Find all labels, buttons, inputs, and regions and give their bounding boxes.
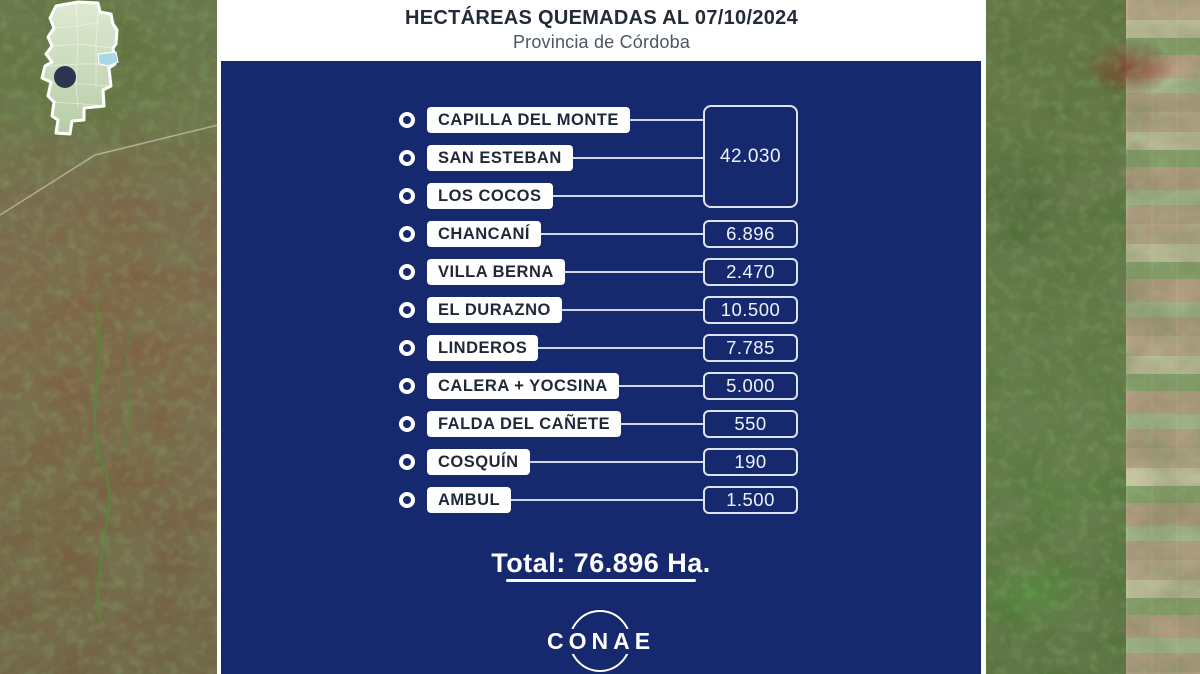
bullet-icon bbox=[399, 150, 415, 166]
connector-line bbox=[501, 461, 704, 463]
group-value-box: 42.030 bbox=[703, 105, 798, 208]
burned-area-value: 10.500 bbox=[703, 296, 798, 324]
page-title: HECTÁREAS QUEMADAS AL 07/10/2024 bbox=[404, 7, 799, 29]
location-label: FALDA DEL CAÑETE bbox=[427, 411, 621, 437]
bullet-icon bbox=[399, 302, 415, 318]
total-underline bbox=[506, 579, 696, 582]
bullet-icon bbox=[399, 492, 415, 508]
burned-area-value: 550 bbox=[703, 410, 798, 438]
bullet-icon bbox=[399, 112, 415, 128]
bullet-icon bbox=[399, 226, 415, 242]
burned-area-value: 190 bbox=[703, 448, 798, 476]
location-label: SAN ESTEBAN bbox=[427, 145, 573, 171]
bullet-icon bbox=[399, 340, 415, 356]
bullet-icon bbox=[399, 264, 415, 280]
location-label: CHANCANÍ bbox=[427, 221, 541, 247]
bullet-icon bbox=[399, 454, 415, 470]
data-panel bbox=[221, 61, 981, 674]
page-subtitle: Provincia de Córdoba bbox=[512, 32, 691, 52]
infographic-card bbox=[217, 0, 986, 674]
location-label: LINDEROS bbox=[427, 335, 538, 361]
bullet-icon bbox=[399, 416, 415, 432]
conae-logo bbox=[221, 610, 981, 674]
total-burned: Total: 76.896 Ha. bbox=[491, 548, 711, 578]
location-label: LOS COCOS bbox=[427, 183, 553, 209]
burned-area-value: 2.470 bbox=[703, 258, 798, 286]
burned-area-value: 5.000 bbox=[703, 372, 798, 400]
location-label: AMBUL bbox=[427, 487, 511, 513]
location-marker-icon bbox=[54, 66, 76, 88]
location-label: EL DURAZNO bbox=[427, 297, 562, 323]
location-label: VILLA BERNA bbox=[427, 259, 565, 285]
card-header bbox=[217, 0, 986, 61]
burned-area-value: 6.896 bbox=[703, 220, 798, 248]
bullet-icon bbox=[399, 188, 415, 204]
location-label: CAPILLA DEL MONTE bbox=[427, 107, 630, 133]
burned-area-value: 1.500 bbox=[703, 486, 798, 514]
province-outline bbox=[42, 2, 117, 134]
burned-area-value: 7.785 bbox=[703, 334, 798, 362]
province-locator-map bbox=[18, 0, 130, 146]
location-label: CALERA + YOCSINA bbox=[427, 373, 619, 399]
location-label: COSQUÍN bbox=[427, 449, 530, 475]
connector-line bbox=[501, 499, 704, 501]
bullet-icon bbox=[399, 378, 415, 394]
conae-logo-text: CONAE bbox=[546, 628, 656, 654]
